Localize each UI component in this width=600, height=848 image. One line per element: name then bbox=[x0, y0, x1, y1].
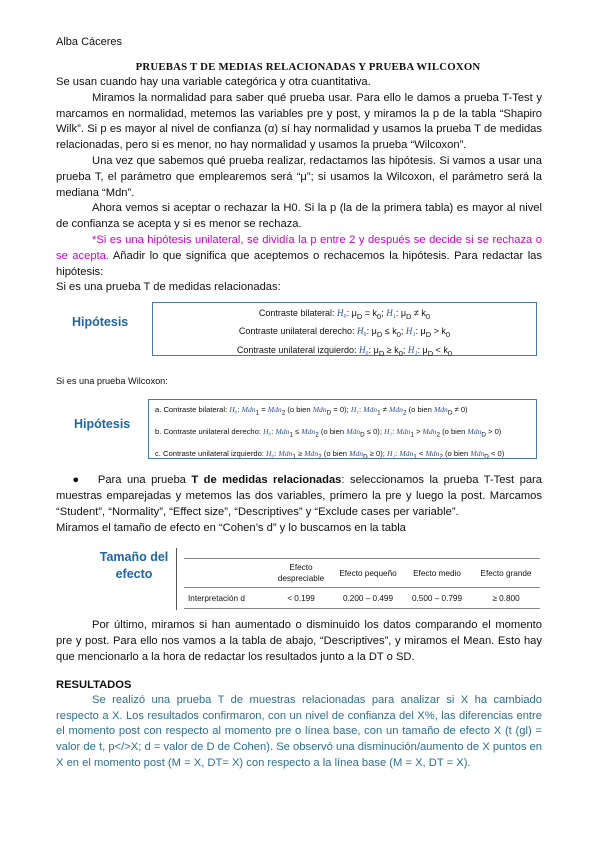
cohen-line: Miramos el tamaño de efecto en “Cohen’s d” y lo buscamos en la tabla bbox=[56, 521, 406, 534]
unilateral-note: *Si es una hipótesis unilateral, se dividía la p entre 2 y después se decide si se rechaza o se acepta. bbox=[56, 233, 542, 262]
w-hyp-bilateral: a. Contraste bilateral: H₀: Mdn$_1$ = Mdn$_2$ (o bien Mdn$_D$ = 0); H₁: Mdn$_1$ ≠ Mdn$_2$ (o bien Mdn$_D$ ≠ 0) bbox=[155, 405, 468, 417]
t-hyp-left: Contraste unilateral izquierdo: H₀: $\mu_D \ge k_0$; H₁: $\mu_D < k_0$ bbox=[236, 344, 453, 358]
effect-size-figure bbox=[56, 548, 542, 618]
t-hyp-bilateral: Contraste bilateral: H₀: $\mu_D = k_0$; H₁: $\mu_D \ne k_0$ bbox=[258, 308, 431, 321]
wilcoxon-hypothesis-box bbox=[148, 399, 537, 459]
accept-reject-paragraph: Ahora vemos si aceptar o rechazar la H0. Si la p (la de la primera tabla) es mayor al nivel de confianza se acepta y si es menor se rechaza. bbox=[56, 202, 542, 231]
wilcoxon-intro: Si es una prueba Wilcoxon: bbox=[56, 376, 168, 387]
w-hyp-right: b. Contraste unilateral derecho: H₀: Mdn$_1$ ≤ Mdn$_2$ (o bien Mdn$_D$ ≤ 0); H₁: Mdn$_1$ > Mdn$_2$ (o bien Mdn$_D$ > 0) bbox=[155, 427, 502, 439]
results-heading: RESULTADOS bbox=[56, 678, 132, 691]
hypothesis-paragraph: Una vez que sabemos qué prueba realizar, redactamos las hipótesis. Si vamos a usar una prueba T, el parámetro que emplearemos será “μ”; si usamos la Wilcoxon, el parámetro será la mediana “Mdn”. bbox=[56, 154, 542, 199]
t-test-bullet: ● Para una prueba T de medidas relacionadas: seleccionamos la prueba T-Test para muestras emparejadas y metemos las dos variables, primero la pre y luego la post. Marcamos “Student”, “Normality”, “Effect size”, “Descriptives” y “Exclude cases per variable”. bbox=[56, 474, 542, 518]
hypothesis-label: Hipótesis bbox=[72, 315, 129, 330]
t-hyp-right: Contraste unilateral derecho: H₀: $\mu_D \le k_0$; H₁: $\mu_D > k_0$ bbox=[238, 326, 451, 340]
unilateral-rest: Añadir lo que significa que aceptemos o rechacemos la hipótesis. Para redactar las hipótesis: bbox=[56, 249, 542, 278]
effect-size-table bbox=[184, 558, 540, 609]
results-paragraph: Se realizó una prueba T de muestras relacionadas para analizar si X ha cambiado respecto a X. Los resultados confirmaron, con un nivel de confianza del X%, las diferencias entre el momento post con respecto al momento pre o línea base, con un tamaño de efecto X (t (gl) = valor de t, p</>X; d = valor de D de Cohen). Se observó una disminución/aumento de X puntos en X en el momento post (M = X, DT= X) con respecto a la línea base (M = X, DT = X). bbox=[56, 693, 542, 769]
effect-table-row: Interpretación d < 0.199 0.200 – 0.499 0.500 – 0.799 ≥ 0.800 bbox=[184, 588, 540, 609]
effect-table-header: Efecto despreciable Efecto pequeño Efecto medio Efecto grande bbox=[184, 559, 540, 588]
hypothesis-label-2: Hipótesis bbox=[74, 417, 131, 432]
bullet-icon: ● bbox=[72, 474, 82, 487]
intro-paragraph: Se usan cuando hay una variable categórica y otra cuantitativa. bbox=[56, 76, 371, 88]
t-test-intro: Si es una prueba T de medidas relacionadas: bbox=[56, 281, 281, 294]
t-hypothesis-box bbox=[152, 302, 537, 356]
effect-divider bbox=[176, 548, 177, 610]
unilateral-paragraph bbox=[56, 233, 542, 280]
bullet-bold: T de medidas relacionadas bbox=[191, 474, 342, 487]
descriptives-paragraph: Por último, miramos si han aumentado o disminuido los datos comparando el momento pre y post. Para ello nos vamos a la tabla de abajo, “Descriptives”, y miramos el Mean. Esto hay que mencionarlo a la hora de redactar los resultados junto a la DT o SD. bbox=[56, 619, 542, 663]
author-name: Alba Cáceres bbox=[56, 36, 123, 48]
document-title: PRUEBAS T DE MEDIAS RELACIONADAS Y PRUEBA WILCOXON bbox=[135, 61, 481, 73]
t-hypothesis-figure bbox=[56, 302, 542, 358]
normality-paragraph: Miramos la normalidad para saber qué prueba usar. Para ello le damos a prueba T-Test y marcamos en normalidad, metemos las variables pre y post, y miramos la p de la tabla “Shapiro Wilk”. Si p es mayor al nivel de confianza (α) sí hay normalidad y usamos la prueba T de medidas relacionadas, pero si es menor, no hay normalidad y usamos la prueba “Wilcoxon”. bbox=[56, 91, 542, 152]
effect-size-label: Tamaño del efecto bbox=[99, 550, 169, 582]
w-hyp-left: c. Contraste unilateral izquierdo: H₀: Mdn$_1$ ≥ Mdn$_2$ (o bien Mdn$_D$ ≥ 0); H₁: Mdn$_1$ < Mdn$_2$ (o bien Mdn$_D$ < 0) bbox=[155, 449, 505, 460]
wilcoxon-hypothesis-figure bbox=[56, 399, 542, 461]
document-page bbox=[56, 36, 542, 772]
